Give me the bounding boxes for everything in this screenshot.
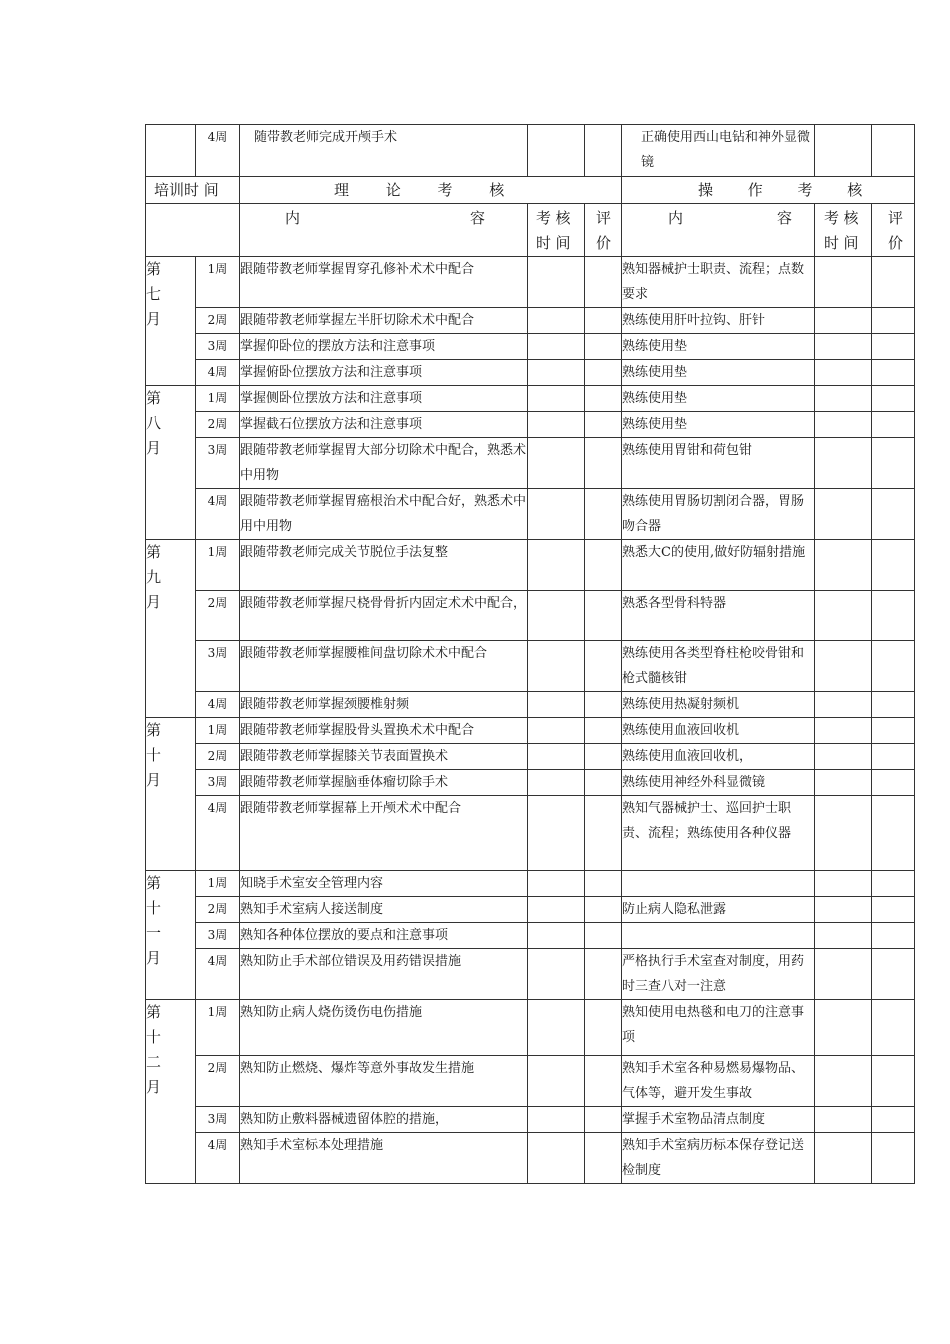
theory-content-cell: 跟随带教老师掌握颈腰椎射频 xyxy=(240,692,528,718)
week-cell: 3周 xyxy=(196,334,240,360)
operation-evaluation-cell xyxy=(872,540,915,591)
operation-evaluation-cell xyxy=(872,897,915,923)
operation-content-cell xyxy=(622,923,815,949)
theory-exam-time-cell xyxy=(528,591,585,641)
table-row xyxy=(146,871,915,897)
operation-exam-time-cell xyxy=(815,1056,872,1107)
operation-content-cell: 严格执行手术室查对制度，用药时三查八对一注意 xyxy=(622,949,815,1000)
operation-exam-time-header: 考核时间 xyxy=(815,204,872,257)
table-row xyxy=(146,360,915,386)
operation-exam-time-cell xyxy=(815,125,872,177)
table-row xyxy=(146,641,915,692)
operation-evaluation-cell xyxy=(872,308,915,334)
theory-content-cell: 跟随带教老师掌握腰椎间盘切除术术中配合 xyxy=(240,641,528,692)
month-label-cell: 第 十 一 月 xyxy=(146,871,196,1000)
operation-exam-time-cell xyxy=(815,308,872,334)
operation-evaluation-cell xyxy=(872,692,915,718)
operation-content-cell: 掌握手术室物品清点制度 xyxy=(622,1107,815,1133)
theory-evaluation-cell xyxy=(585,438,622,489)
theory-content-header xyxy=(240,204,528,257)
theory-exam-time-cell xyxy=(528,871,585,897)
operation-evaluation-cell xyxy=(872,1056,915,1107)
operation-exam-time-cell xyxy=(815,923,872,949)
theory-content-cell: 掌握截石位摆放方法和注意事项 xyxy=(240,412,528,438)
operation-content-cell: 正确使用西山电钻和神外显微镜 xyxy=(622,125,815,177)
week-cell: 4周 xyxy=(196,489,240,540)
table-row xyxy=(146,1000,915,1056)
theory-content-cell: 跟随带教老师掌握胃癌根治术中配合好，熟悉术中用中用物 xyxy=(240,489,528,540)
week-cell: 4周 xyxy=(196,692,240,718)
theory-evaluation-cell xyxy=(585,1056,622,1107)
theory-exam-time-cell xyxy=(528,125,585,177)
theory-exam-time-cell xyxy=(528,386,585,412)
month-label-cell: 第 九 月 xyxy=(146,540,196,718)
month-label-cell: 第 十 月 xyxy=(146,718,196,871)
operation-content-cell: 熟练使用神经外科显微镜 xyxy=(622,770,815,796)
operation-content-cell: 防止病人隐私泄露 xyxy=(622,897,815,923)
operation-evaluation-cell xyxy=(872,438,915,489)
operation-exam-time-cell xyxy=(815,692,872,718)
table-row xyxy=(146,949,915,1000)
operation-exam-header: 操 作 考 核 xyxy=(622,177,915,204)
operation-exam-time-cell xyxy=(815,871,872,897)
operation-evaluation-cell xyxy=(872,949,915,1000)
table-row xyxy=(146,386,915,412)
theory-content-cell: 掌握仰卧位的摆放方法和注意事项 xyxy=(240,334,528,360)
theory-content-cell: 跟随带教老师掌握膝关节表面置换术 xyxy=(240,744,528,770)
theory-evaluation-cell xyxy=(585,641,622,692)
operation-evaluation-header: 评价 xyxy=(872,204,915,257)
operation-exam-time-cell xyxy=(815,897,872,923)
week-cell: 3周 xyxy=(196,641,240,692)
table-row xyxy=(146,334,915,360)
week-cell: 2周 xyxy=(196,1056,240,1107)
week-cell: 1周 xyxy=(196,718,240,744)
theory-evaluation-cell xyxy=(585,692,622,718)
operation-content-header xyxy=(622,204,815,257)
theory-exam-time-header: 考核时间 xyxy=(528,204,585,257)
operation-content-cell: 熟练使用垫 xyxy=(622,412,815,438)
theory-content-cell: 跟随带教老师掌握尺桡骨骨折内固定术术中配合， xyxy=(240,591,528,641)
theory-evaluation-cell xyxy=(585,540,622,591)
operation-evaluation-cell xyxy=(872,871,915,897)
theory-evaluation-cell xyxy=(585,949,622,1000)
theory-exam-time-cell xyxy=(528,438,585,489)
operation-exam-time-cell xyxy=(815,949,872,1000)
operation-evaluation-cell xyxy=(872,412,915,438)
operation-evaluation-cell xyxy=(872,923,915,949)
theory-evaluation-header: 评价 xyxy=(585,204,622,257)
month-label-cell: 第 八 月 xyxy=(146,386,196,540)
operation-exam-time-cell xyxy=(815,1107,872,1133)
header-row-1 xyxy=(146,177,915,204)
theory-content-cell: 跟随带教老师掌握幕上开颅术术中配合 xyxy=(240,796,528,871)
week-cell: 3周 xyxy=(196,1107,240,1133)
theory-content-cell: 熟知手术室病人接送制度 xyxy=(240,897,528,923)
operation-content-cell: 熟练使用胃钳和荷包钳 xyxy=(622,438,815,489)
week-cell: 2周 xyxy=(196,412,240,438)
theory-evaluation-cell xyxy=(585,125,622,177)
table-row xyxy=(146,125,915,177)
theory-content-cell: 熟知手术室标本处理措施 xyxy=(240,1133,528,1184)
table-row xyxy=(146,770,915,796)
operation-content-cell: 熟练使用垫 xyxy=(622,334,815,360)
table-row xyxy=(146,796,915,871)
content-header-left: 内 xyxy=(668,209,684,227)
empty-header-cell xyxy=(146,204,240,257)
table-row xyxy=(146,1133,915,1184)
operation-exam-time-cell xyxy=(815,641,872,692)
operation-evaluation-cell xyxy=(872,718,915,744)
operation-exam-time-cell xyxy=(815,412,872,438)
theory-exam-time-cell xyxy=(528,692,585,718)
theory-content-cell: 跟随带教老师完成关节脱位手法复整 xyxy=(240,540,528,591)
theory-exam-time-cell xyxy=(528,796,585,871)
theory-content-cell: 知晓手术室安全管理内容 xyxy=(240,871,528,897)
operation-evaluation-cell xyxy=(872,641,915,692)
operation-content-cell: 熟知气器械护士、巡回护士职责、流程；熟练使用各种仪器 xyxy=(622,796,815,871)
empty-cell xyxy=(146,125,196,177)
week-cell: 2周 xyxy=(196,744,240,770)
operation-exam-time-cell xyxy=(815,540,872,591)
week-cell: 1周 xyxy=(196,871,240,897)
training-time-header: 培训时 间 xyxy=(146,177,240,204)
theory-content-cell: 熟知防止病人烧伤烫伤电伤措施 xyxy=(240,1000,528,1056)
table-row xyxy=(146,692,915,718)
theory-evaluation-cell xyxy=(585,718,622,744)
week-cell: 2周 xyxy=(196,308,240,334)
week-cell: 2周 xyxy=(196,591,240,641)
theory-evaluation-cell xyxy=(585,1107,622,1133)
operation-content-cell: 熟练使用血液回收机 xyxy=(622,718,815,744)
operation-exam-time-cell xyxy=(815,1000,872,1056)
theory-content-cell: 熟知各种体位摆放的要点和注意事项 xyxy=(240,923,528,949)
theory-exam-time-cell xyxy=(528,1000,585,1056)
theory-exam-time-cell xyxy=(528,1056,585,1107)
table-row xyxy=(146,1056,915,1107)
operation-evaluation-cell xyxy=(872,744,915,770)
operation-evaluation-cell xyxy=(872,796,915,871)
operation-evaluation-cell xyxy=(872,1107,915,1133)
operation-evaluation-cell xyxy=(872,386,915,412)
theory-content-cell: 掌握俯卧位摆放方法和注意事项 xyxy=(240,360,528,386)
operation-content-cell: 熟悉各型骨科特器 xyxy=(622,591,815,641)
table-row xyxy=(146,591,915,641)
theory-exam-time-cell xyxy=(528,744,585,770)
operation-evaluation-cell xyxy=(872,1000,915,1056)
theory-evaluation-cell xyxy=(585,360,622,386)
operation-evaluation-cell xyxy=(872,125,915,177)
table-row xyxy=(146,438,915,489)
operation-content-cell: 熟练使用肝叶拉钩、肝针 xyxy=(622,308,815,334)
week-cell: 3周 xyxy=(196,923,240,949)
week-cell: 3周 xyxy=(196,438,240,489)
theory-exam-time-cell xyxy=(528,923,585,949)
theory-content-cell: 跟随带教老师掌握左半肝切除术术中配合 xyxy=(240,308,528,334)
operation-exam-time-cell xyxy=(815,257,872,308)
operation-content-cell: 熟知器械护士职责、流程；点数要求 xyxy=(622,257,815,308)
training-schedule-table xyxy=(145,124,915,1184)
operation-exam-time-cell xyxy=(815,744,872,770)
week-cell: 4周 xyxy=(196,1133,240,1184)
theory-exam-header: 理 论 考 核 xyxy=(240,177,622,204)
theory-content-cell: 熟知防止燃烧、爆炸等意外事故发生措施 xyxy=(240,1056,528,1107)
operation-content-cell: 熟知手术室各种易燃易爆物品、气体等，避开发生事故 xyxy=(622,1056,815,1107)
operation-evaluation-cell xyxy=(872,360,915,386)
theory-evaluation-cell xyxy=(585,334,622,360)
operation-exam-time-cell xyxy=(815,386,872,412)
operation-evaluation-cell xyxy=(872,591,915,641)
week-cell: 4周 xyxy=(196,125,240,177)
table-row xyxy=(146,718,915,744)
operation-exam-time-cell xyxy=(815,334,872,360)
theory-evaluation-cell xyxy=(585,770,622,796)
table-row xyxy=(146,1107,915,1133)
theory-evaluation-cell xyxy=(585,257,622,308)
week-cell: 4周 xyxy=(196,796,240,871)
operation-content-cell: 熟练使用垫 xyxy=(622,386,815,412)
operation-exam-time-cell xyxy=(815,796,872,871)
theory-evaluation-cell xyxy=(585,871,622,897)
operation-content-cell: 熟练使用各类型脊柱枪咬骨钳和枪式髓核钳 xyxy=(622,641,815,692)
theory-content-cell: 随带教老师完成开颅手术 xyxy=(240,125,528,177)
theory-evaluation-cell xyxy=(585,308,622,334)
theory-exam-time-cell xyxy=(528,540,585,591)
month-label-cell: 第 十 二 月 xyxy=(146,1000,196,1184)
week-cell: 1周 xyxy=(196,1000,240,1056)
operation-exam-time-cell xyxy=(815,770,872,796)
theory-evaluation-cell xyxy=(585,796,622,871)
operation-exam-time-cell xyxy=(815,1133,872,1184)
table-row xyxy=(146,308,915,334)
theory-exam-time-cell xyxy=(528,489,585,540)
week-cell: 1周 xyxy=(196,386,240,412)
operation-evaluation-cell xyxy=(872,257,915,308)
operation-evaluation-cell xyxy=(872,334,915,360)
theory-evaluation-cell xyxy=(585,1133,622,1184)
table-row xyxy=(146,897,915,923)
table-row xyxy=(146,540,915,591)
table-row xyxy=(146,744,915,770)
theory-exam-time-cell xyxy=(528,770,585,796)
table-row xyxy=(146,412,915,438)
theory-evaluation-cell xyxy=(585,412,622,438)
theory-content-cell: 熟知防止手术部位错误及用药错误措施 xyxy=(240,949,528,1000)
table-row xyxy=(146,489,915,540)
month-label-cell: 第 七 月 xyxy=(146,257,196,386)
theory-exam-time-cell xyxy=(528,412,585,438)
operation-exam-time-cell xyxy=(815,360,872,386)
operation-exam-time-cell xyxy=(815,489,872,540)
week-cell: 4周 xyxy=(196,949,240,1000)
operation-content-cell: 熟练使用垫 xyxy=(622,360,815,386)
theory-evaluation-cell xyxy=(585,386,622,412)
theory-exam-time-cell xyxy=(528,308,585,334)
operation-evaluation-cell xyxy=(872,489,915,540)
theory-exam-time-cell xyxy=(528,718,585,744)
operation-content-cell: 熟知手术室病历标本保存登记送检制度 xyxy=(622,1133,815,1184)
theory-exam-time-cell xyxy=(528,257,585,308)
theory-content-cell: 跟随带教老师掌握股骨头置换术术中配合 xyxy=(240,718,528,744)
operation-evaluation-cell xyxy=(872,770,915,796)
theory-content-cell: 跟随带教老师掌握胃大部分切除术中配合，熟悉术中用物 xyxy=(240,438,528,489)
operation-exam-time-cell xyxy=(815,718,872,744)
week-cell: 1周 xyxy=(196,540,240,591)
content-header-right: 容 xyxy=(776,209,792,227)
theory-content-cell: 熟知防止敷料器械遗留体腔的措施， xyxy=(240,1107,528,1133)
theory-evaluation-cell xyxy=(585,923,622,949)
content-header-left: 内 xyxy=(285,209,301,227)
operation-exam-time-cell xyxy=(815,438,872,489)
theory-exam-time-cell xyxy=(528,360,585,386)
week-cell: 4周 xyxy=(196,360,240,386)
theory-exam-time-cell xyxy=(528,949,585,1000)
theory-exam-time-cell xyxy=(528,1133,585,1184)
operation-content-cell: 熟练使用血液回收机， xyxy=(622,744,815,770)
operation-content-cell: 熟练使用胃肠切割闭合器，胃肠吻合器 xyxy=(622,489,815,540)
theory-evaluation-cell xyxy=(585,489,622,540)
content-header-right: 容 xyxy=(469,209,485,227)
theory-evaluation-cell xyxy=(585,744,622,770)
theory-evaluation-cell xyxy=(585,591,622,641)
theory-content-cell: 跟随带教老师掌握脑垂体瘤切除手术 xyxy=(240,770,528,796)
theory-evaluation-cell xyxy=(585,897,622,923)
operation-evaluation-cell xyxy=(872,1133,915,1184)
theory-content-cell: 跟随带教老师掌握胃穿孔修补术术中配合 xyxy=(240,257,528,308)
week-cell: 2周 xyxy=(196,897,240,923)
week-cell: 1周 xyxy=(196,257,240,308)
header-row-2 xyxy=(146,204,915,257)
table-row xyxy=(146,257,915,308)
operation-content-cell: 熟悉大C的使用,做好防辐射措施 xyxy=(622,540,815,591)
operation-exam-time-cell xyxy=(815,591,872,641)
theory-exam-time-cell xyxy=(528,641,585,692)
theory-exam-time-cell xyxy=(528,1107,585,1133)
theory-evaluation-cell xyxy=(585,1000,622,1056)
theory-content-cell: 掌握侧卧位摆放方法和注意事项 xyxy=(240,386,528,412)
table-row xyxy=(146,923,915,949)
week-cell: 3周 xyxy=(196,770,240,796)
theory-exam-time-cell xyxy=(528,334,585,360)
operation-content-cell: 熟知使用电热毯和电刀的注意事项 xyxy=(622,1000,815,1056)
operation-content-cell xyxy=(622,871,815,897)
operation-content-cell: 熟练使用热凝射频机 xyxy=(622,692,815,718)
theory-exam-time-cell xyxy=(528,897,585,923)
